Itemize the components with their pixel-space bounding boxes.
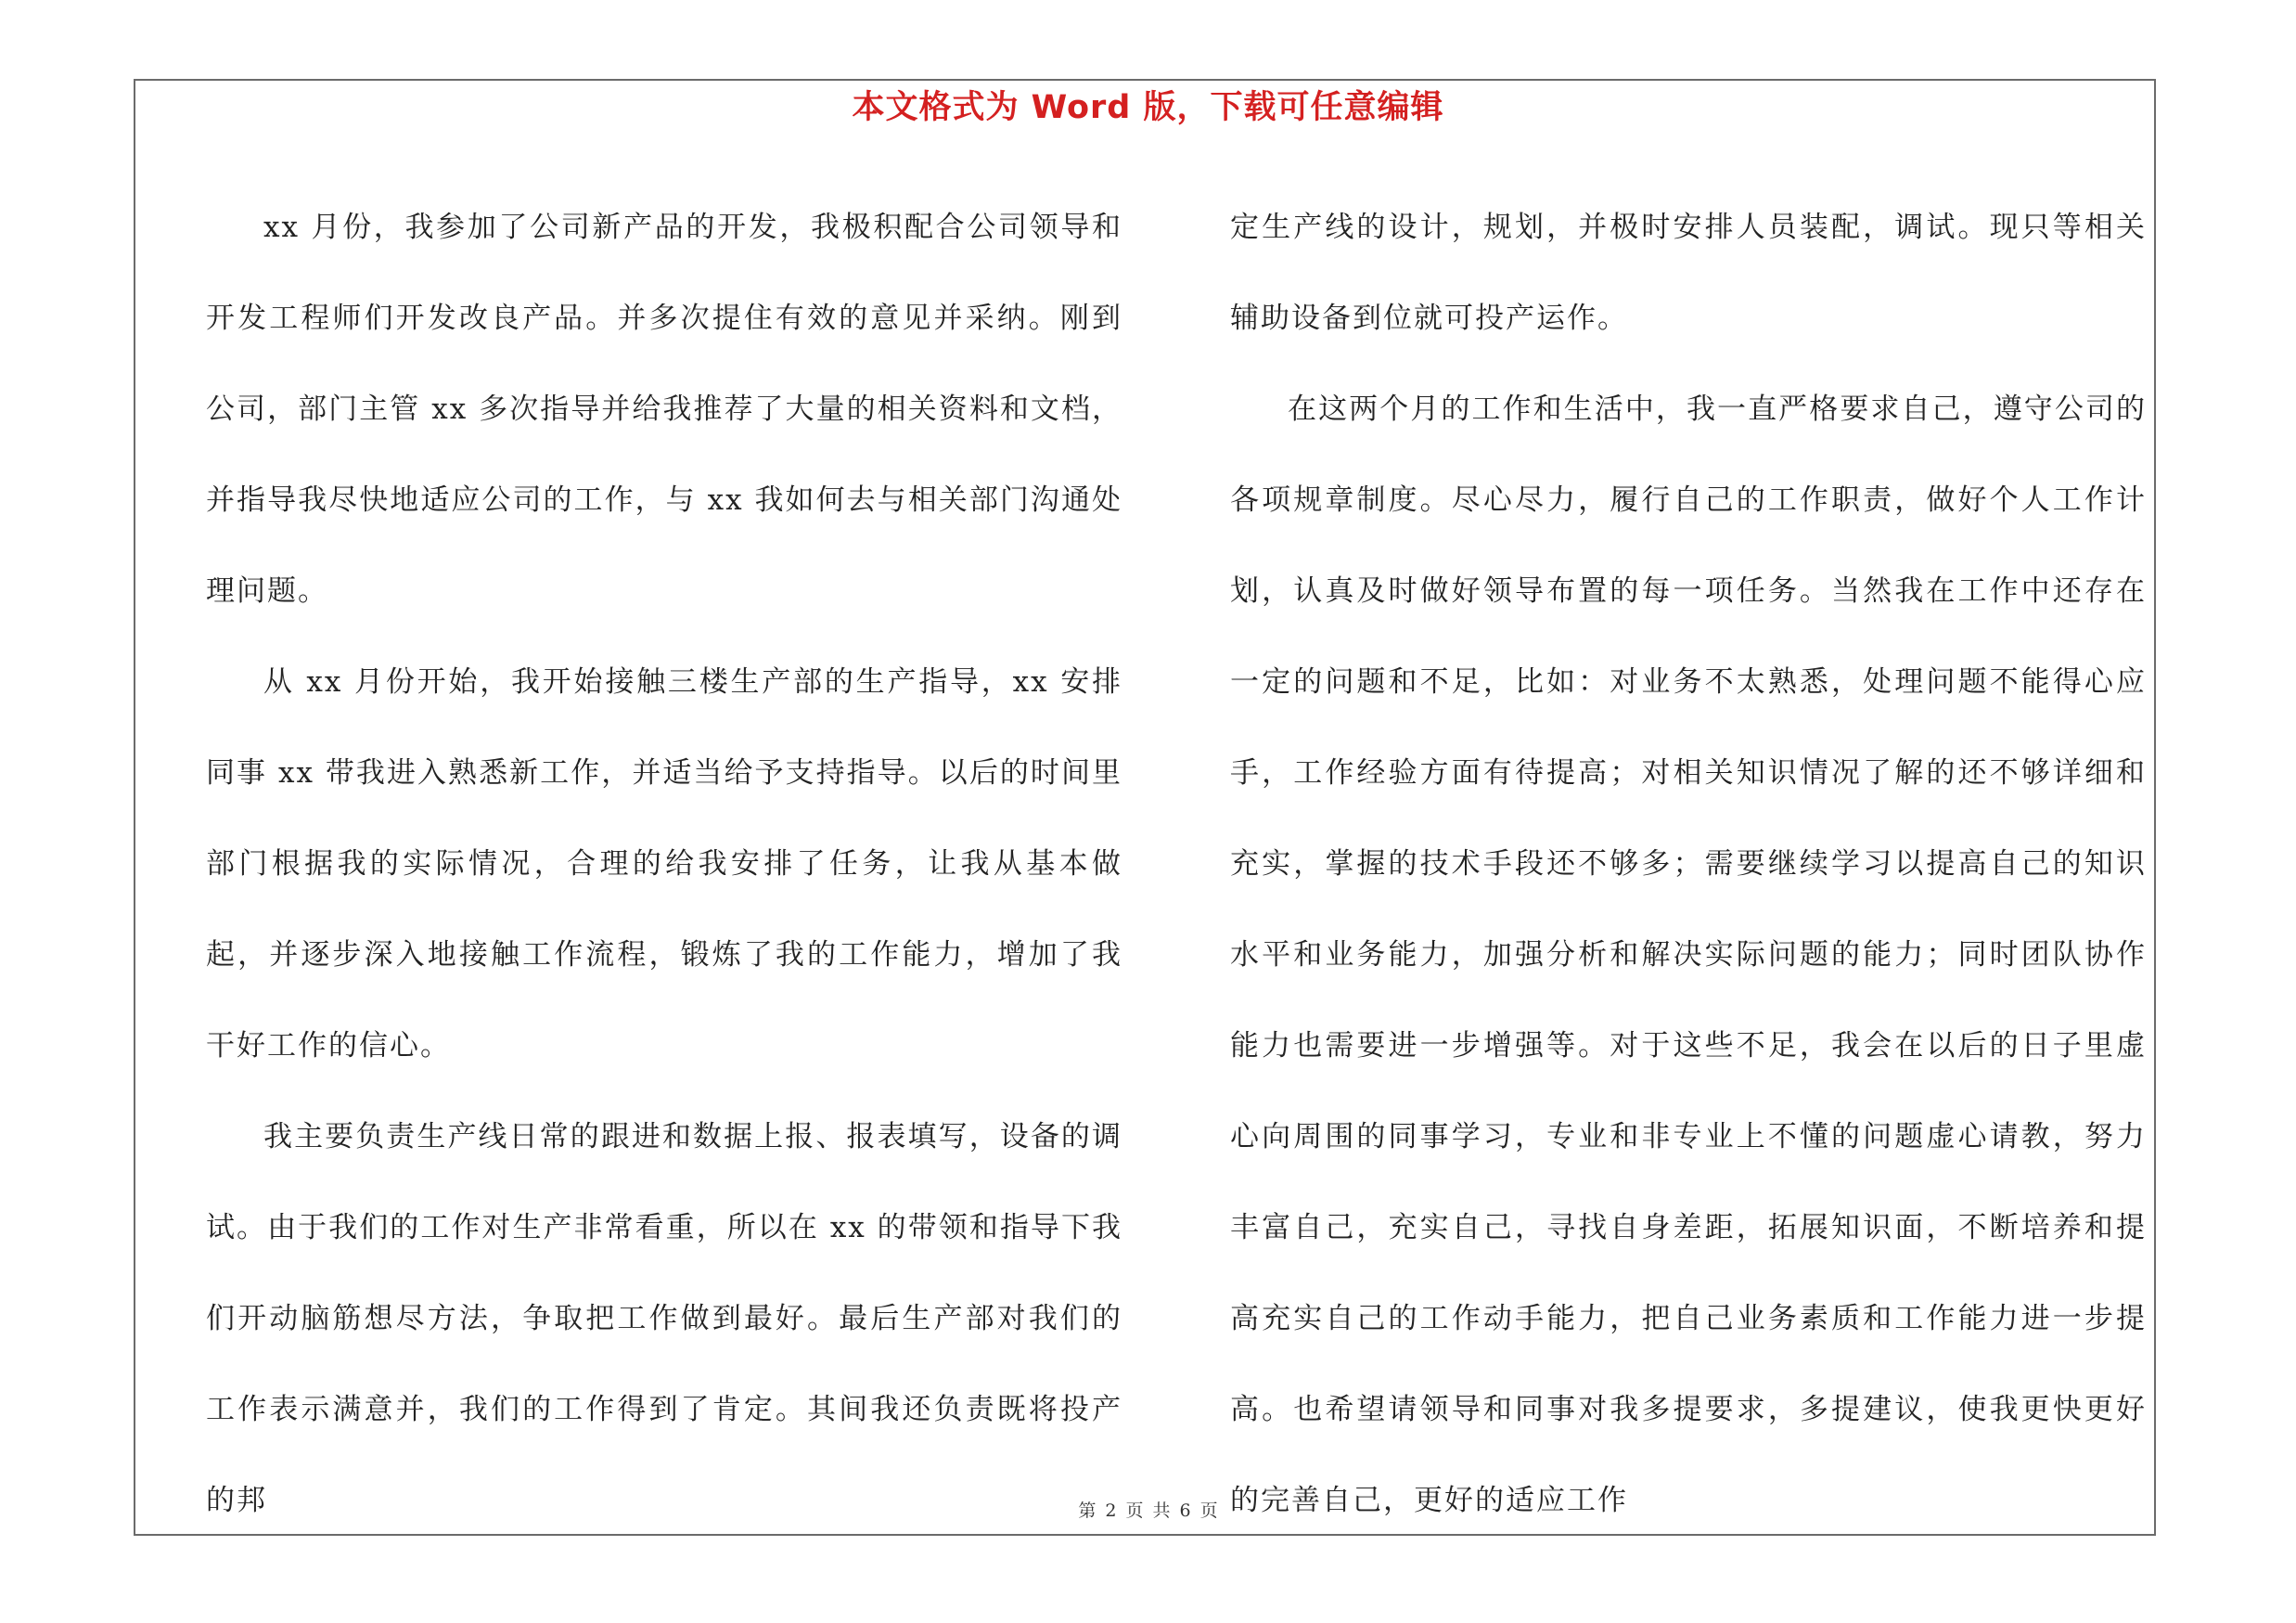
paragraph: xx 月份，我参加了公司新产品的开发，我极积配合公司领导和开发工程师们开发改良产品。并多次提住有效的意见并采纳。刚到公司，部门主管 xx 多次指导并给我推荐了大量的相关资料和文档，并指导我尽快地适应公司的工作，与 xx 我如何去与相关部门沟通处理问题。 <box>206 211 1122 608</box>
paragraph: 我主要负责生产线日常的跟进和数据上报、报表填写，设备的调试。由于我们的工作对生产非常看重，所以在 xx 的带领和指导下我们开动脑筋想尽方法，争取把工作做到最好。最后生产部对我们的工作表示满意并，我们的工作得到了肯定。其间我还负责既将投产的邦 <box>206 1120 1122 1517</box>
paragraph: 从 xx 月份开始，我开始接触三楼生产部的生产指导，xx 安排同事 xx 带我进入熟悉新工作，并适当给予支持指导。以后的时间里部门根据我的实际情况，合理的给我安排了任务，让我从基本做起，并逐步深入地接触工作流程，锻炼了我的工作能力，增加了我干好工作的信心。 <box>206 665 1122 1063</box>
paragraph: 在这两个月的工作和生活中，我一直严格要求自己，遵守公司的各项规章制度。尽心尽力，履行自己的工作职责，做好个人工作计划，认真及时做好领导布置的每一项任务。当然我在工作中还存在一定的问题和不足，比如：对业务不太熟悉，处理问题不能得心应手，工作经验方面有待提高；对相关知识情况了解的还不够详细和充实，掌握的技术手段还不够多；需要继续学习以提高自己的知识水平和业务能力，加强分析和解决实际问题的能力；同时团队协作能力也需要进一步增强等。对于这些不足，我会在以后的日子里虚心向周围的同事学习，专业和非专业上不懂的问题虚心请教，努力丰富自己，充实自己，寻找自身差距，拓展知识面，不断培养和提高充实自己的工作动手能力，把自己业务素质和工作能力进一步提高。也希望请领导和同事对我多提要求，多提建议，使我更快更好的完善自己，更好的适应工作 <box>1230 393 2147 1517</box>
page-number: 第 2 页 共 6 页 <box>1078 1501 1218 1521</box>
format-banner: 本文格式为 Word 版，下载可任意编辑 <box>852 89 1444 126</box>
right-column <box>1230 182 2147 1546</box>
left-column <box>206 182 1122 1546</box>
paragraph-continuation: 定生产线的设计，规划，并极时安排人员装配，调试。现只等相关辅助设备到位就可投产运作。 <box>1230 211 2147 335</box>
